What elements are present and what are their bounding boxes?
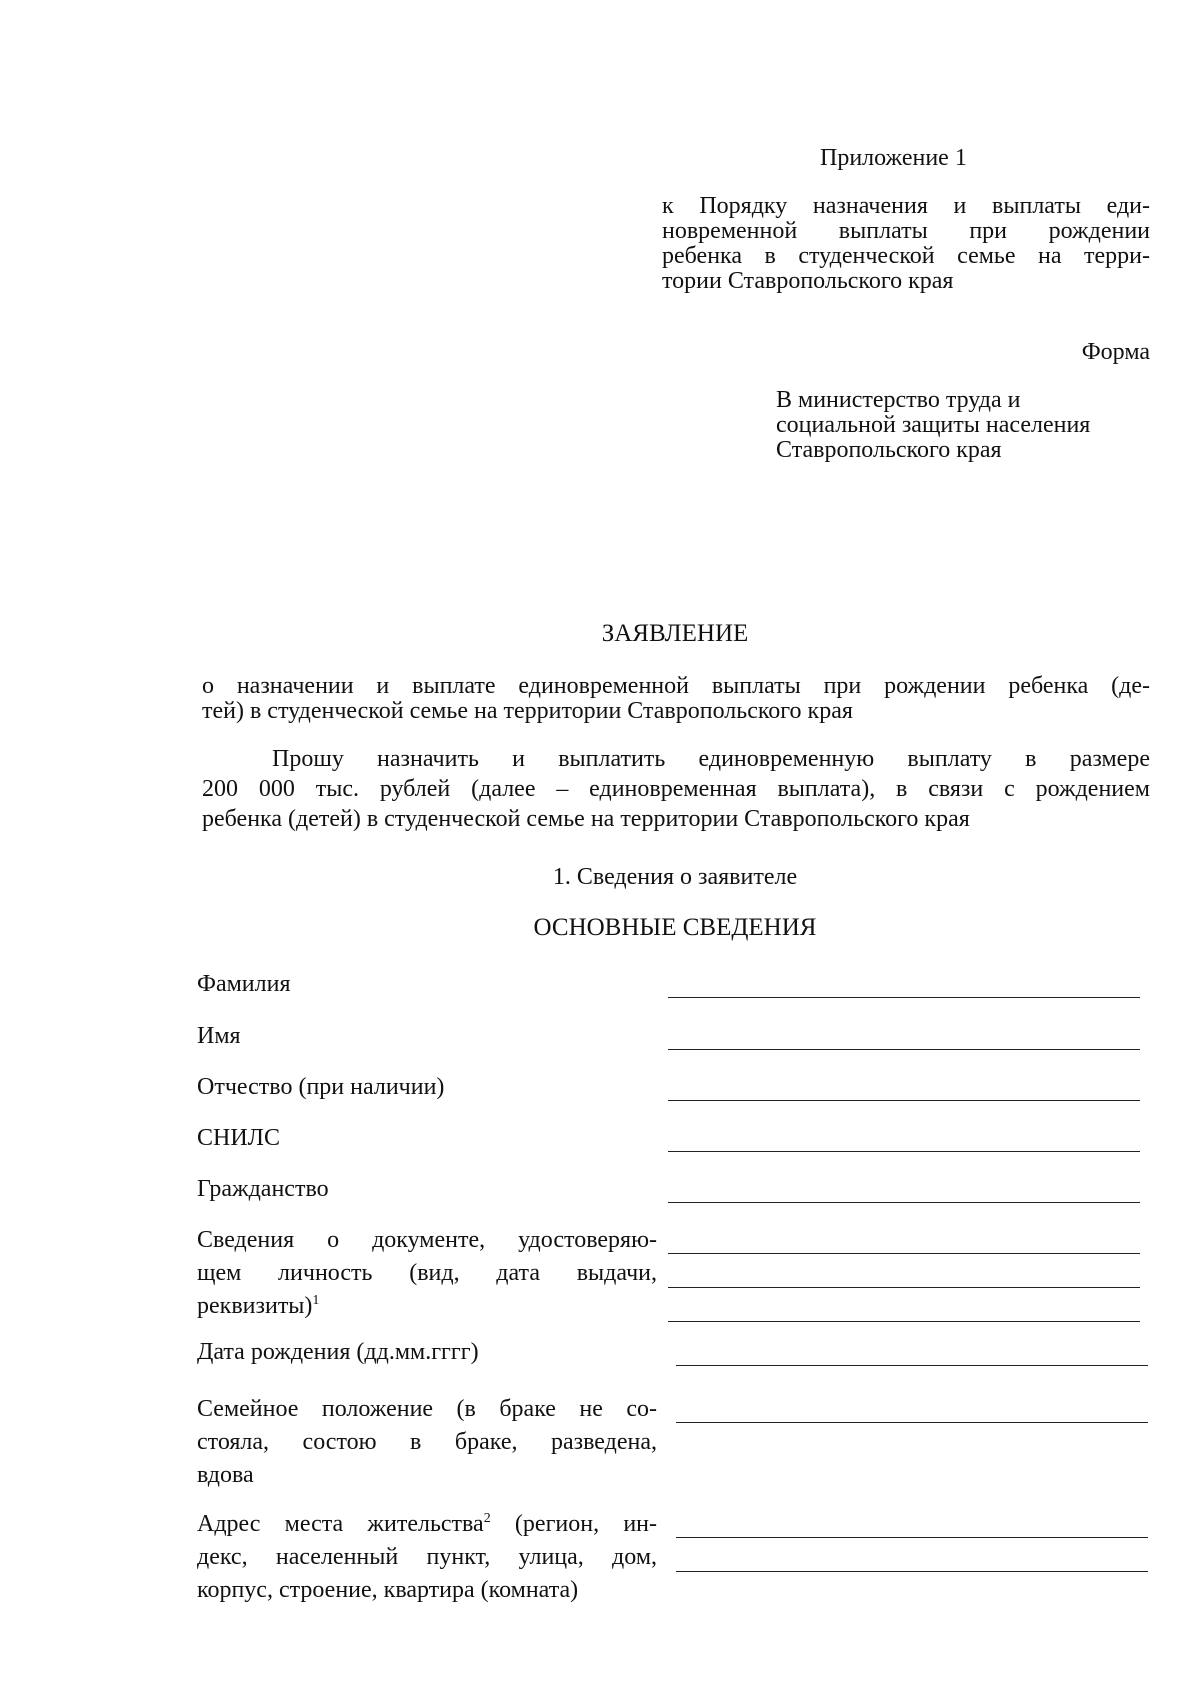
field-label-text: (регион, ин- [490,1511,657,1537]
footnote-marker: 2 [483,1511,491,1526]
field-label [197,1290,657,1323]
field-label: Сведения о документе, удостоверяю- [197,1227,657,1253]
identity-document-input-line-3[interactable] [668,1321,1140,1322]
birth-date-input-line[interactable] [676,1365,1148,1366]
snils-input-line[interactable] [668,1151,1140,1152]
appendix-reference [662,194,1150,294]
request-line: ребенка (детей) в студенческой семье на территории Ставропольского края [202,806,970,832]
document-subtitle [202,674,1150,724]
section-title: 1. Сведения о заявителе [552,864,798,890]
field-snils [197,1122,657,1155]
field-label: Дата рождения (дд.мм.гггг) [197,1339,479,1365]
appendix-line: новременной выплаты при рождении [662,218,1150,244]
patronymic-input-line[interactable] [668,1100,1140,1101]
recipient-line: Ставропольского края [776,437,1002,463]
recipient-line: В министерство труда и [776,387,1021,413]
field-label-text: Адрес места жительства [197,1511,484,1537]
recipient-block [776,388,1090,463]
subtitle-line: о назначении и выплате единовременной выплаты при рождении ребенка (де- [202,673,1150,699]
marital-status-input-line[interactable] [676,1422,1148,1423]
field-label: щем личность (вид, дата выдачи, [197,1260,657,1286]
identity-document-input-line-1[interactable] [668,1253,1140,1254]
field-birth-date [197,1336,657,1369]
field-label: Гражданство [197,1176,329,1202]
recipient-line: социальной защиты населения [776,412,1091,438]
name-input-line[interactable] [668,1049,1140,1050]
appendix-line: тории Ставропольского края [662,268,954,294]
field-label: Отчество (при наличии) [197,1074,445,1100]
address-input-line-2[interactable] [676,1571,1148,1572]
request-line: 200 000 тыс. рублей (далее – единовременная выплата), в связи с рождением [202,776,1150,802]
request-paragraph [202,744,1150,834]
address-input-line-1[interactable] [676,1537,1148,1538]
appendix-line: ребенка в студенческой семье на терри- [662,243,1150,269]
field-label: Имя [197,1023,241,1049]
field-label: стояла, состою в браке, разведена, [197,1429,657,1455]
field-patronymic [197,1071,657,1104]
citizenship-input-line[interactable] [668,1202,1140,1203]
field-citizenship [197,1173,657,1206]
field-label [197,1508,657,1541]
field-label: вдова [197,1462,254,1488]
field-residence-address [197,1508,657,1607]
footnote-marker: 1 [312,1293,320,1308]
field-label: декс, населенный пункт, улица, дом, [197,1544,657,1570]
field-name [197,1020,657,1053]
request-line: Прошу назначить и выплатить единовременную выплату в размере [272,746,1150,772]
document-title: ЗАЯВЛЕНИЕ [601,620,749,647]
field-label: СНИЛС [197,1125,280,1151]
field-marital-status [197,1393,657,1492]
field-identity-document [197,1224,657,1323]
identity-document-input-line-2[interactable] [668,1287,1140,1288]
field-label: Семейное положение (в браке не со- [197,1396,657,1422]
surname-input-line[interactable] [668,997,1140,998]
form-label: Форма [1081,339,1150,365]
subtitle-line: тей) в студенческой семье на территории Ставропольского края [202,698,853,724]
appendix-line: к Порядку назначения и выплаты еди- [662,193,1150,219]
appendix-title: Приложение 1 [820,145,967,171]
field-label: корпус, строение, квартира (комната) [197,1577,579,1603]
field-surname [197,968,657,1001]
field-label: Фамилия [197,971,291,997]
subsection-title: ОСНОВНЫЕ СВЕДЕНИЯ [533,914,817,941]
field-label-text: реквизиты) [197,1293,313,1319]
